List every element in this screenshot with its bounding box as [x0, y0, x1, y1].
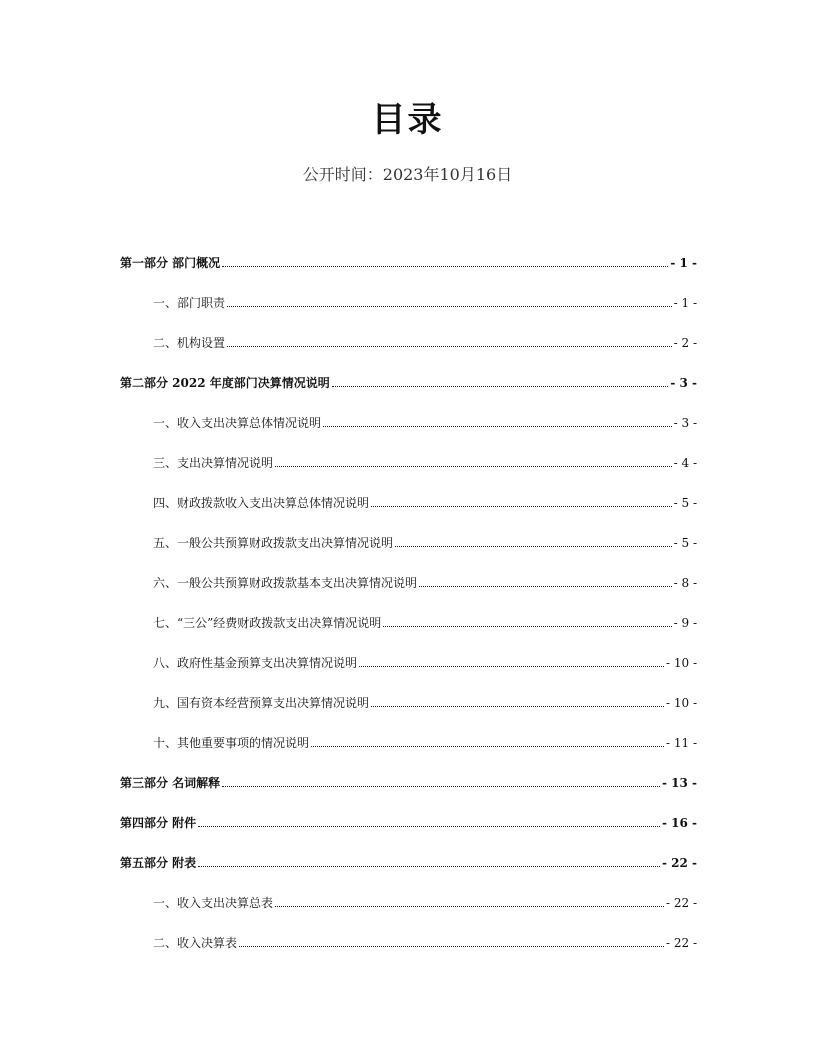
toc-leader-dots — [227, 346, 672, 347]
toc-entry[interactable] — [120, 916, 697, 956]
toc-entry[interactable] — [120, 716, 697, 756]
toc-entry-page: - 9 - — [673, 616, 697, 630]
toc-entry[interactable] — [120, 676, 697, 716]
toc-entry-page: - 13 - — [661, 776, 697, 790]
toc-leader-dots — [222, 786, 660, 787]
toc-entry-label: 二、机构设置 — [153, 336, 226, 350]
toc-entry[interactable] — [120, 756, 697, 796]
toc-entry[interactable] — [120, 276, 697, 316]
toc-entry[interactable] — [120, 596, 697, 636]
toc-leader-dots — [371, 506, 672, 507]
toc-entry-page: - 1 - — [670, 256, 697, 270]
toc-leader-dots — [383, 626, 671, 627]
toc-entry-label: 十、其他重要事项的情况说明 — [153, 736, 310, 750]
toc-entry[interactable] — [120, 516, 697, 556]
page-title: 目录 — [371, 100, 444, 140]
toc-entry[interactable] — [120, 396, 697, 436]
toc-entry-page: - 11 - — [665, 736, 697, 750]
toc-entry[interactable] — [120, 876, 697, 916]
toc-entry-page: - 1 - — [673, 296, 697, 310]
toc-entry[interactable] — [120, 636, 697, 676]
toc-leader-dots — [275, 466, 672, 467]
toc-entry[interactable] — [120, 356, 697, 396]
toc-entry-page: - 16 - — [661, 816, 697, 830]
toc-entry[interactable] — [120, 836, 697, 876]
toc-entry-label: 六、一般公共预算财政拨款基本支出决算情况说明 — [153, 576, 418, 590]
toc-entry-label: 四、财政拨款收入支出决算总体情况说明 — [153, 496, 370, 510]
toc-entry-page: - 22 - — [665, 936, 697, 950]
toc-entry-label: 第二部分 2022 年度部门决算情况说明 — [120, 376, 330, 390]
toc-entry-page: - 22 - — [661, 856, 697, 870]
toc-leader-dots — [371, 706, 664, 707]
toc-entry-label: 一、收入支出决算总体情况说明 — [153, 416, 322, 430]
toc-entry-label: 七、“三公”经费财政拨款支出决算情况说明 — [153, 616, 382, 630]
toc-leader-dots — [222, 266, 668, 267]
toc-leader-dots — [419, 586, 672, 587]
toc-entry[interactable] — [120, 556, 697, 596]
toc-leader-dots — [239, 946, 664, 947]
toc-entry-label: 第五部分 附表 — [120, 856, 197, 870]
toc-entry[interactable] — [120, 476, 697, 516]
toc-entry-label: 第三部分 名词解释 — [120, 776, 221, 790]
toc-entry-label: 二、收入决算表 — [153, 936, 238, 950]
toc-entry-page: - 4 - — [673, 456, 697, 470]
toc-entry-label: 一、收入支出决算总表 — [153, 896, 274, 910]
toc-entry[interactable] — [120, 436, 697, 476]
toc-entry-label: 五、一般公共预算财政拨款支出决算情况说明 — [153, 536, 394, 550]
toc-entry[interactable] — [120, 236, 697, 276]
publish-date: 公开时间：2023年10月16日 — [302, 165, 513, 184]
toc-entry[interactable] — [120, 316, 697, 356]
toc-leader-dots — [227, 306, 672, 307]
toc-entry-page: - 10 - — [665, 656, 697, 670]
toc-entry[interactable] — [120, 796, 697, 836]
toc-leader-dots — [311, 746, 664, 747]
toc-entry-page: - 2 - — [673, 336, 697, 350]
toc-entry-label: 九、国有资本经营预算支出决算情况说明 — [153, 696, 370, 710]
toc-entry-page: - 22 - — [665, 896, 697, 910]
toc-entry-label: 一、部门职责 — [153, 296, 226, 310]
toc-leader-dots — [198, 866, 660, 867]
toc-leader-dots — [359, 666, 664, 667]
toc-entry-page: - 3 - — [670, 376, 697, 390]
toc-leader-dots — [198, 826, 660, 827]
toc-entry-page: - 8 - — [673, 576, 697, 590]
toc-entry-label: 八、政府性基金预算支出决算情况说明 — [153, 656, 358, 670]
toc-leader-dots — [395, 546, 672, 547]
toc-entry-page: - 5 - — [673, 496, 697, 510]
table-of-contents — [120, 236, 697, 956]
toc-entry-page: - 5 - — [673, 536, 697, 550]
toc-leader-dots — [332, 386, 669, 387]
toc-leader-dots — [323, 426, 672, 427]
toc-entry-label: 第四部分 附件 — [120, 816, 197, 830]
toc-entry-page: - 3 - — [673, 416, 697, 430]
toc-leader-dots — [275, 906, 664, 907]
toc-entry-label: 第一部分 部门概况 — [120, 256, 221, 270]
toc-entry-label: 三、支出决算情况说明 — [153, 456, 274, 470]
toc-entry-page: - 10 - — [665, 696, 697, 710]
